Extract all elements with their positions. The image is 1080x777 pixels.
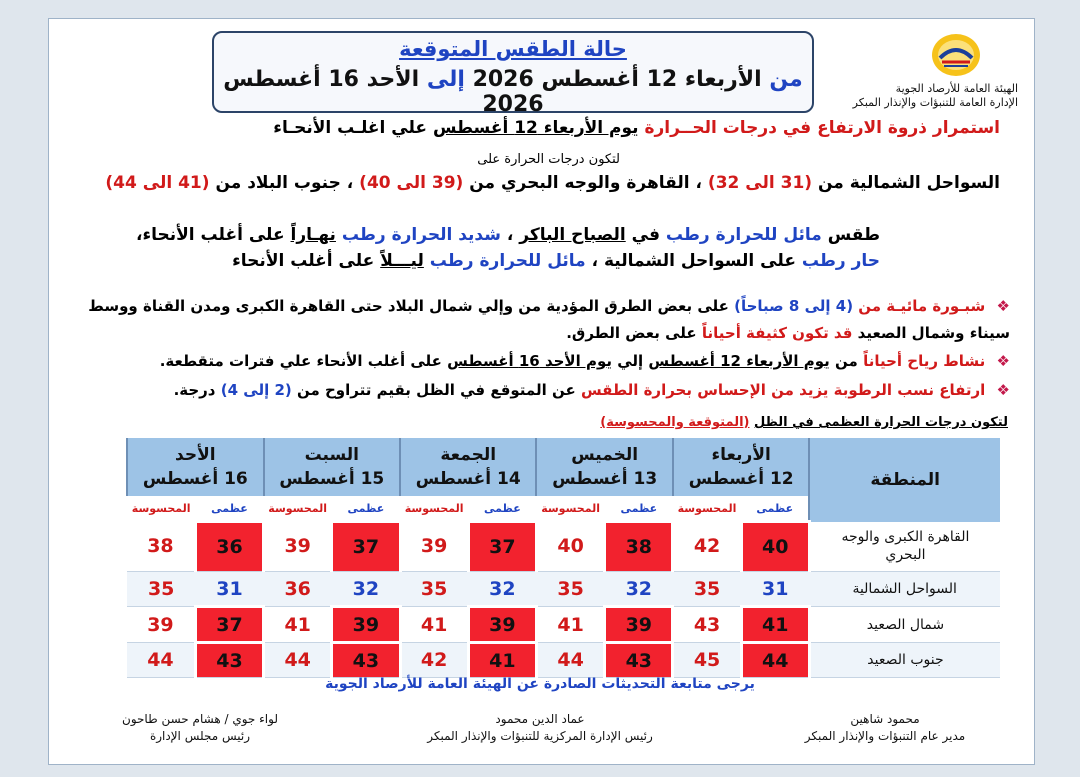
table-caption <box>600 415 1008 430</box>
signatory-title: رئيس الإدارة المركزية للتنبؤات والإنذار المبكر <box>427 729 653 743</box>
table-row <box>127 643 1000 678</box>
max-temp-cell: 31 <box>741 572 809 607</box>
desc1-d: الصباح الباكر <box>519 225 626 245</box>
day-name: الجمعة <box>440 445 497 465</box>
period-end: الأحد 16 أغسطس 2026 <box>223 67 544 117</box>
temps-line-t1: السواحل الشمالية من <box>817 173 1000 193</box>
bullet-fog-d: سيناء وشمال الصعيد <box>857 324 1010 342</box>
feel-temp-cell: 44 <box>127 643 195 678</box>
table-row <box>127 572 1000 607</box>
day-date: 16 أغسطس <box>142 469 248 489</box>
temps-intro: لتكون درجات الحرارة على <box>477 152 620 167</box>
bullet-icon: ❖ <box>996 297 1010 315</box>
feel-temp-cell: 41 <box>400 607 468 643</box>
feel-temp-cell: 39 <box>127 607 195 643</box>
max-label: عظمى <box>741 496 809 522</box>
bullet-fog-b: (4 إلى 8 صباحاً) <box>734 297 854 315</box>
feel-label: المحسوسة <box>673 496 741 522</box>
day-name: الأربعاء <box>711 445 771 465</box>
region-name: السواحل الشمالية <box>852 581 957 597</box>
max-label: عظمى <box>332 496 400 522</box>
temps-line <box>105 173 1000 193</box>
max-temp-cell: 43 <box>332 643 400 678</box>
signatory-name: محمود شاهين <box>850 712 920 726</box>
desc1-f: شديد الحرارة رطب <box>341 225 501 245</box>
bullet-icon: ❖ <box>996 352 1010 370</box>
max-label: عظمى <box>605 496 673 522</box>
bullet-wind <box>160 352 1010 370</box>
headline-part3: علي اغلـب الأنحـاء <box>273 118 428 138</box>
bullet-humidity <box>174 381 1010 399</box>
region-cell <box>809 522 1000 572</box>
agency-logo <box>930 32 982 78</box>
region-name: جنوب الصعيد <box>867 652 944 668</box>
desc2-d: ليـــلاً <box>380 251 424 271</box>
desc1-e: ، <box>506 225 514 245</box>
region-header: المنطقة <box>809 438 1000 522</box>
feel-temp-cell: 35 <box>400 572 468 607</box>
temperature-table <box>126 438 1000 678</box>
signatory-title: رئيس مجلس الإدارة <box>149 729 251 743</box>
title-box <box>212 31 814 117</box>
feel-temp-cell: 38 <box>127 522 195 572</box>
day-date: 12 أغسطس <box>688 469 794 489</box>
day-header <box>127 438 264 496</box>
period-prefix: من <box>769 67 803 92</box>
feel-label: المحسوسة <box>127 496 195 522</box>
description-line1 <box>136 225 880 245</box>
bullet-humidity-a: ارتفاع نسب الرطوبة يزيد من الإحساس بحرارة الطقس <box>580 381 986 399</box>
feel-label: المحسوسة <box>400 496 468 522</box>
bullet-humidity-b: عن المتوقع في الظل بقيم تتراوح من <box>296 381 576 399</box>
table-row <box>127 607 1000 643</box>
region-name: القاهرة الكبرى والوجه <box>841 529 970 546</box>
bullet-fog-cont <box>566 324 1010 342</box>
signatory-name: لواء جوي / هشام حسن طاحون <box>122 712 278 726</box>
bullet-fog <box>88 297 1010 315</box>
desc2-b: على السواحل الشمالية ، <box>591 251 796 271</box>
max-temp-cell: 39 <box>468 607 536 643</box>
max-temp-cell: 37 <box>195 607 263 643</box>
table-caption-a: لتكون درجات الحرارة العظمى في الظل <box>754 415 1008 430</box>
desc1-c: في <box>631 225 660 245</box>
signature-block <box>775 711 995 745</box>
desc2-e: على أغلب الأنحاء <box>232 251 375 271</box>
feel-temp-cell: 35 <box>127 572 195 607</box>
desc1-b: مائل للحرارة رطب <box>665 225 822 245</box>
forecast-period <box>214 67 812 117</box>
day-header <box>400 438 536 496</box>
agency-name <box>778 82 1018 110</box>
feel-temp-cell: 44 <box>536 643 604 678</box>
signatory-title: مدير عام التنبؤات والإنذار المبكر <box>804 729 966 743</box>
max-temp-cell: 39 <box>605 607 673 643</box>
bullet-fog-a: شبـورة مائيـة من <box>858 297 986 315</box>
max-temp-cell: 37 <box>332 522 400 572</box>
agency-name-line1: الهيئة العامة للأرصاد الجوية <box>895 82 1018 95</box>
feel-temp-cell: 35 <box>536 572 604 607</box>
max-temp-cell: 43 <box>605 643 673 678</box>
max-temp-cell: 44 <box>741 643 809 678</box>
max-temp-cell: 41 <box>741 607 809 643</box>
max-temp-cell: 32 <box>332 572 400 607</box>
region-cell <box>809 607 1000 643</box>
headline <box>273 118 1000 138</box>
feel-label: المحسوسة <box>536 496 604 522</box>
feel-temp-cell: 39 <box>264 522 332 572</box>
bullet-humidity-d: درجة. <box>173 381 216 399</box>
period-start: الأربعاء 12 أغسطس 2026 <box>472 67 762 92</box>
desc1-g: نهـاراً <box>290 225 336 245</box>
table-row <box>127 522 1000 572</box>
temps-line-t3: ، جنوب البلاد من <box>215 173 354 193</box>
max-temp-cell: 40 <box>741 522 809 572</box>
day-header <box>264 438 400 496</box>
region-name: شمال الصعيد <box>866 616 945 633</box>
max-temp-cell: 37 <box>468 522 536 572</box>
feel-temp-cell: 41 <box>264 607 332 643</box>
feel-temp-cell: 45 <box>673 643 741 678</box>
feel-temp-cell: 39 <box>400 522 468 572</box>
max-label: عظمى <box>195 496 263 522</box>
bullet-wind-d: إلي <box>617 352 644 370</box>
description-line2 <box>232 251 880 271</box>
feel-label: المحسوسة <box>264 496 332 522</box>
bullet-wind-a: نشاط رياح أحياناً <box>863 352 986 370</box>
max-temp-cell: 41 <box>468 643 536 678</box>
desc2-c: مائل للحرارة رطب <box>429 251 586 271</box>
feel-temp-cell: 44 <box>264 643 332 678</box>
bullet-wind-b: من <box>835 352 858 370</box>
max-temp-cell: 31 <box>195 572 263 607</box>
region-name-cont: البحري <box>885 547 926 564</box>
signatory-name: عماد الدين محمود <box>495 712 585 726</box>
day-name: السبت <box>304 445 360 465</box>
desc2-a: حار رطب <box>801 251 880 271</box>
temps-line-v3: (41 الى 44) <box>105 173 210 193</box>
temps-line-t2: ، القاهرة والوجه البحري من <box>469 173 702 193</box>
headline-part1: استمرار ذروة الارتفاع في درجات الحــرارة <box>644 118 1000 138</box>
max-temp-cell: 32 <box>468 572 536 607</box>
bullet-fog-f: على بعض الطرق. <box>566 324 697 342</box>
feel-temp-cell: 40 <box>536 522 604 572</box>
day-name: الأحد <box>175 445 216 465</box>
temps-line-v1: (31 الى 32) <box>707 173 813 193</box>
desc1-h: على أغلب الأنحاء، <box>135 225 285 245</box>
feel-temp-cell: 42 <box>400 643 468 678</box>
page-title: حالة الطقس المتوقعة <box>399 37 627 61</box>
day-date: 15 أغسطس <box>279 469 385 489</box>
desc1-a: طقس <box>827 225 880 245</box>
feel-temp-cell: 36 <box>264 572 332 607</box>
max-temp-cell: 43 <box>195 643 263 678</box>
feel-temp-cell: 41 <box>536 607 604 643</box>
footer-note: يرجى متابعة التحديثات الصادرة عن الهيئة العامة للأرصاد الجوية <box>325 676 755 692</box>
day-date: 14 أغسطس <box>415 469 521 489</box>
temps-line-v2: (39 الى 40) <box>359 173 464 193</box>
bullet-fog-c: على بعض الطرق المؤدية من وإلي شمال البلاد حتى القاهرة الكبرى ومدن القناة ووسط <box>88 297 729 315</box>
max-label: عظمى <box>468 496 536 522</box>
max-temp-cell: 36 <box>195 522 263 572</box>
max-temp-cell: 39 <box>332 607 400 643</box>
feel-temp-cell: 35 <box>673 572 741 607</box>
day-header <box>673 438 809 496</box>
day-header <box>536 438 672 496</box>
region-cell <box>809 643 1000 678</box>
bullet-wind-e: يوم الأحد 16 أغسطس <box>447 352 612 370</box>
feel-temp-cell: 42 <box>673 522 741 572</box>
day-date: 13 أغسطس <box>552 469 658 489</box>
period-to-word: إلى <box>426 67 465 92</box>
agency-name-line2: الإدارة العامة للتنبؤات والإنذار المبكر <box>852 96 1018 109</box>
feel-temp-cell: 43 <box>673 607 741 643</box>
signature-block <box>95 711 305 745</box>
max-temp-cell: 38 <box>605 522 673 572</box>
bullet-fog-e: قد تكون كثيفة أحياناً <box>701 324 853 342</box>
bullet-wind-c: يوم الأربعاء 12 أغسطس <box>648 352 830 370</box>
day-name: الخميس <box>571 445 639 465</box>
max-temp-cell: 32 <box>605 572 673 607</box>
bullet-wind-f: على أغلب الأنحاء علي فترات متقطعة. <box>159 352 442 370</box>
headline-part2: يوم الأربعاء 12 أغسطس <box>432 118 639 138</box>
region-cell <box>809 572 1000 607</box>
bullet-humidity-c: (2 إلى 4) <box>220 381 292 399</box>
table-caption-b: (المتوقعة والمحسوسة) <box>600 415 750 430</box>
bullet-icon: ❖ <box>996 381 1010 399</box>
signature-block <box>395 711 685 745</box>
